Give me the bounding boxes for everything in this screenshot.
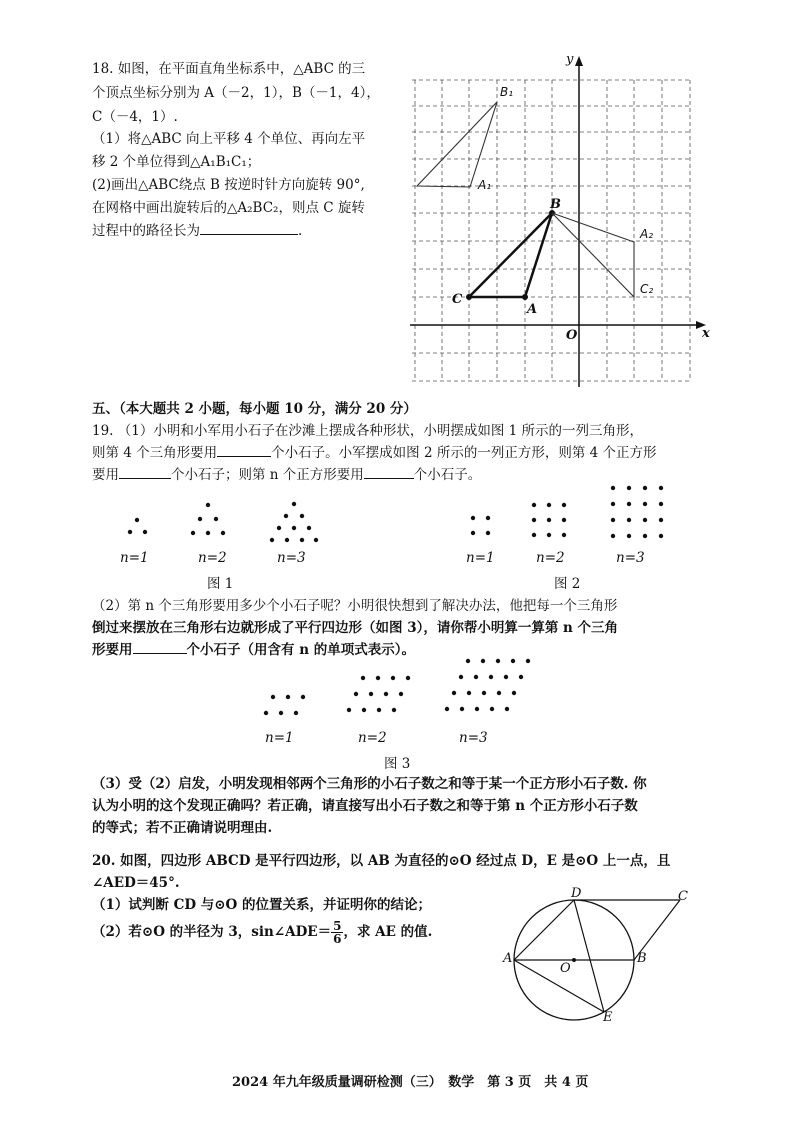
q19-part3-line1: （3）受（2）启发，小明发现相邻两个三角形的小石子数之和等于某一个正方形小石子数. 你 bbox=[92, 776, 647, 792]
q18-line6: (2)画出△ABC绕点 B 按逆时针方向旋转 90°, bbox=[92, 177, 365, 193]
label-b1: B₁ bbox=[500, 85, 514, 99]
fig20-label-e: E bbox=[603, 1010, 613, 1025]
q19-part3-line2: 认为小明的这个发现正确吗？若正确，请直接写出小石子数之和等于第 n 个正方形小石子数 bbox=[92, 798, 638, 814]
q19-line2-rest: 个小石子。小军摆成如图 2 所示的一列正方形，则第 4 个正方形 bbox=[271, 445, 657, 461]
fig1-label-n1: n=1 bbox=[120, 550, 149, 566]
q19-line3-mid: 个小石子；则第 n 个正方形要用 bbox=[171, 467, 364, 483]
q20-line4-text: （2）若⊙O 的半径为 3，sin∠ADE＝ bbox=[92, 924, 332, 940]
fig2-label-n2: n=2 bbox=[536, 550, 565, 566]
fig1-label-n3: n=3 bbox=[277, 550, 306, 566]
q19-line3-text: 要用 bbox=[92, 467, 119, 483]
q19-part2-line3-rest: 个小石子（用含有 n 的单项式表示）。 bbox=[186, 642, 415, 658]
y-axis-label: y bbox=[566, 52, 574, 67]
q19-part3-line3: 的等式；若不正确请说明理由. bbox=[92, 820, 273, 836]
q18-line4: （1）将△ABC 向上平移 4 个单位、再向左平 bbox=[92, 131, 366, 147]
q20-line3: （1）试判断 CD 与⊙O 的位置关系，并证明你的结论； bbox=[92, 897, 432, 913]
segment-de bbox=[574, 900, 604, 1012]
q18-line2: 个顶点坐标分别为 A（－2，1），B（－1，4）， bbox=[92, 85, 380, 101]
label-a1: A₁ bbox=[478, 178, 492, 192]
q18-line8-text: 过程中的路径长为 bbox=[92, 223, 200, 239]
fig20-label-d: D bbox=[571, 886, 582, 901]
q19-line2-text: 则第 4 个三角形要用 bbox=[92, 445, 218, 461]
q19-part2-line3-text: 形要用 bbox=[92, 642, 133, 658]
q19-part2-line2: 倒过来摆放在三角形右边就形成了平行四边形（如图 3），请你帮小明算一算第 n 个三角 bbox=[92, 620, 619, 636]
fig20-label-b: B bbox=[637, 951, 647, 966]
fig2-label-n1: n=1 bbox=[466, 550, 495, 566]
origin-label: O bbox=[566, 328, 578, 343]
page-footer: 2024 年九年级质量调研检测（三） 数学 第 3 页 共 4 页 bbox=[232, 1075, 589, 1090]
q18-line3: C（－4，1）. bbox=[92, 109, 178, 125]
x-axis-label: x bbox=[702, 326, 710, 341]
label-c2: C₂ bbox=[640, 282, 654, 296]
fraction-numerator: 5 bbox=[333, 919, 342, 933]
fig1-caption: 图 1 bbox=[207, 576, 234, 592]
label-c: C bbox=[452, 292, 463, 307]
q18-line7: 在网格中画出旋转后的△A₂BC₂，则点 C 旋转 bbox=[92, 200, 365, 216]
q20-line2: ∠AED＝45°. bbox=[92, 875, 180, 891]
fig2-label-n3: n=3 bbox=[616, 550, 645, 566]
q19-line1: 19. （1）小明和小军用小石子在沙滩上摆成各种形状，小明摆成如图 1 所示的一列三角形， bbox=[92, 423, 644, 439]
fig2-caption: 图 2 bbox=[554, 576, 581, 592]
fig3-label-n1: n=1 bbox=[265, 730, 294, 746]
q18-line5: 移 2 个单位得到△A₁B₁C₁； bbox=[92, 154, 261, 170]
label-b: B bbox=[550, 197, 561, 212]
fraction-denominator: 6 bbox=[333, 932, 342, 946]
q20-line1: 20. 如图，四边形 ABCD 是平行四边形，以 AB 为直径的⊙O 经过点 D，E 是⊙O 上一点，且 bbox=[92, 853, 671, 869]
center-o bbox=[572, 958, 576, 962]
segment-ad bbox=[514, 900, 574, 960]
fig20-label-c: C bbox=[678, 889, 688, 904]
q18-line8-end: . bbox=[298, 223, 303, 239]
segment-ae bbox=[514, 960, 604, 1012]
fig3-caption: 图 3 bbox=[384, 756, 411, 772]
q19-line3-end: 个小石子。 bbox=[413, 467, 482, 483]
q20-line4-rest: ，求 AE 的值. bbox=[343, 924, 433, 940]
section-5-heading: 五、（本大题共 2 小题，每小题 10 分，满分 20 分） bbox=[92, 401, 417, 417]
q19-part2-line1: （2）第 n 个三角形要用多少个小石子呢？小明很快想到了解决办法，他把每一个三角形 bbox=[92, 598, 618, 614]
q18-line1: 18. 如图，在平面直角坐标系中，△ABC 的三 bbox=[92, 61, 366, 77]
fig1-label-n2: n=2 bbox=[198, 550, 227, 566]
label-a2: A₂ bbox=[640, 227, 654, 241]
label-a: A bbox=[527, 302, 538, 317]
fig3-label-n3: n=3 bbox=[459, 730, 488, 746]
fig20-label-o: O bbox=[560, 961, 571, 976]
fig3-label-n2: n=2 bbox=[358, 730, 387, 746]
fig20-label-a: A bbox=[503, 951, 513, 966]
